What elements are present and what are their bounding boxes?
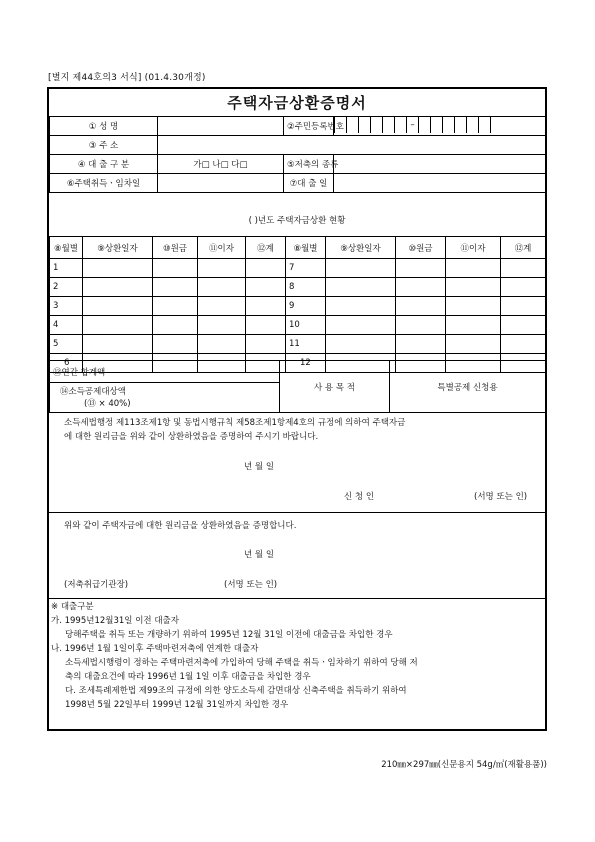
month-cell: 4	[50, 316, 83, 335]
loan-date-label: ⑦대 출 일	[284, 174, 334, 193]
purpose-value: 특별공제 신청용	[390, 361, 546, 413]
deduction-sub: (⑬ × 40%)	[84, 398, 131, 409]
col-principal-2: ⑩원금	[396, 237, 446, 259]
month-cell: 10	[286, 316, 326, 335]
savings-type-label: ⑤저축의 종류	[284, 155, 334, 174]
col-interest-2: ⑪이자	[446, 237, 501, 259]
month-cell: 8	[286, 278, 326, 297]
purpose-label: 사 용 목 적	[280, 361, 390, 413]
notes-heading: ※ 대출구분	[51, 602, 94, 612]
note-a-text: 당해주택을 취득 또는 개량하기 위하여 1995년 12월 31일 이전에 대출금을 차입한 경우	[65, 630, 393, 640]
form-header: [별지 제44호의3 서식] (01.4.30개정)	[48, 73, 206, 83]
institution-label: (저축취급기관장)	[64, 580, 129, 590]
month-cell: 6	[50, 354, 83, 373]
note-b-title: 나. 1996년 1월 1일이후 주택마련저축에 연계한 대출자	[51, 644, 259, 654]
resident-no-field[interactable]	[334, 117, 546, 136]
applicant-info-table	[49, 116, 546, 193]
note-c-text-1: 다. 조세특례제한법 제99조의 규정에 의한 양도소득세 감면대상 신축주택을 취득하기 위하여	[65, 686, 407, 696]
applicant-label: 신 청 인	[344, 492, 375, 502]
loan-type-options[interactable]: 가□ 나□ 다□	[158, 155, 284, 174]
month-cell: 11	[286, 335, 326, 354]
table-row	[50, 259, 546, 278]
month-cell: 2	[50, 278, 83, 297]
paper-spec: 210㎜×297㎜(신문용지 54g/㎡(재활용품))	[381, 760, 547, 770]
loan-date-field[interactable]	[334, 174, 546, 193]
house-acq-field[interactable]	[158, 174, 284, 193]
month-cell: 12	[286, 354, 326, 373]
month-cell: 7	[286, 259, 326, 278]
notes-section	[51, 600, 543, 712]
savings-type-field[interactable]	[334, 155, 546, 174]
note-b-text-2: 축의 대출요건에 따라 1996년 1월 1일 이후 대출금을 차입한 경우	[65, 672, 311, 682]
table-row	[50, 335, 546, 354]
col-month: ⑧월별	[50, 237, 83, 259]
deduction-label: ⑭소득공제대상액	[60, 386, 126, 397]
col-month-2: ⑧월별	[286, 237, 326, 259]
request-line-1: 소득세법행정 제113조제1항 및 동법시행규칙 제58조제1항제4호의 규정에 의하여 주택자금	[64, 418, 406, 428]
section-divider	[49, 598, 545, 599]
col-total-2: ⑫계	[501, 237, 546, 259]
month-cell: 3	[50, 297, 83, 316]
name-field[interactable]	[158, 117, 284, 136]
request-date[interactable]: 년 월 일	[244, 462, 275, 472]
request-text	[64, 416, 540, 444]
month-cell: 1	[50, 259, 83, 278]
note-c-text-2: 1998년 5월 22일부터 1999년 12월 31일까지 차입한 경우	[65, 700, 289, 710]
table-row	[50, 278, 546, 297]
form-title: 주택자금상환증명서	[227, 94, 367, 112]
note-a-title: 가. 1995년12월31일 이전 대출자	[51, 616, 179, 626]
col-total: ⑫계	[246, 237, 286, 259]
note-b-text-1: 소득세법시행령이 정하는 주택마련저축에 가입하여 당해 주택을 취득ㆍ임차하기 위하여 당해 저	[65, 658, 418, 668]
repay-table	[49, 236, 546, 373]
deduction-cell	[50, 383, 280, 413]
loan-type-label: ④ 대 출 구 분	[50, 155, 158, 174]
address-label: ③ 주 소	[50, 136, 158, 155]
repay-year-title: ( )년도 주택자금상환 현황	[248, 216, 346, 226]
table-row	[50, 297, 546, 316]
resident-no-dash: –	[406, 117, 418, 133]
address-field[interactable]	[158, 136, 546, 155]
request-line-2: 에 대한 원리금을 위와 같이 상환하였음을 증명하여 주시기 바랍니다.	[64, 432, 319, 442]
month-cell: 9	[286, 297, 326, 316]
section-divider	[49, 512, 545, 513]
house-acq-label: ⑥주택취득ㆍ임차일	[50, 174, 158, 193]
col-repay-date-2: ⑨상환일자	[326, 237, 396, 259]
institution-sign[interactable]: (서명 또는 인)	[224, 580, 278, 590]
annual-total-label: ⑬연간 합계액	[50, 361, 280, 383]
col-interest: ⑪이자	[198, 237, 246, 259]
table-row	[50, 316, 546, 335]
month-cell: 5	[50, 335, 83, 354]
certify-text: 위와 같이 주택자금에 대한 원리금을 상환하였음을 증명합니다.	[64, 521, 297, 531]
name-label: ① 성 명	[50, 117, 158, 136]
col-principal: ⑩원금	[153, 237, 198, 259]
summary-table	[49, 360, 546, 413]
resident-no-label: ②주민등록번호	[284, 117, 334, 136]
col-repay-date: ⑨상환일자	[83, 237, 153, 259]
applicant-sign[interactable]: (서명 또는 인)	[474, 492, 528, 502]
certify-date[interactable]: 년 월 일	[244, 550, 275, 560]
